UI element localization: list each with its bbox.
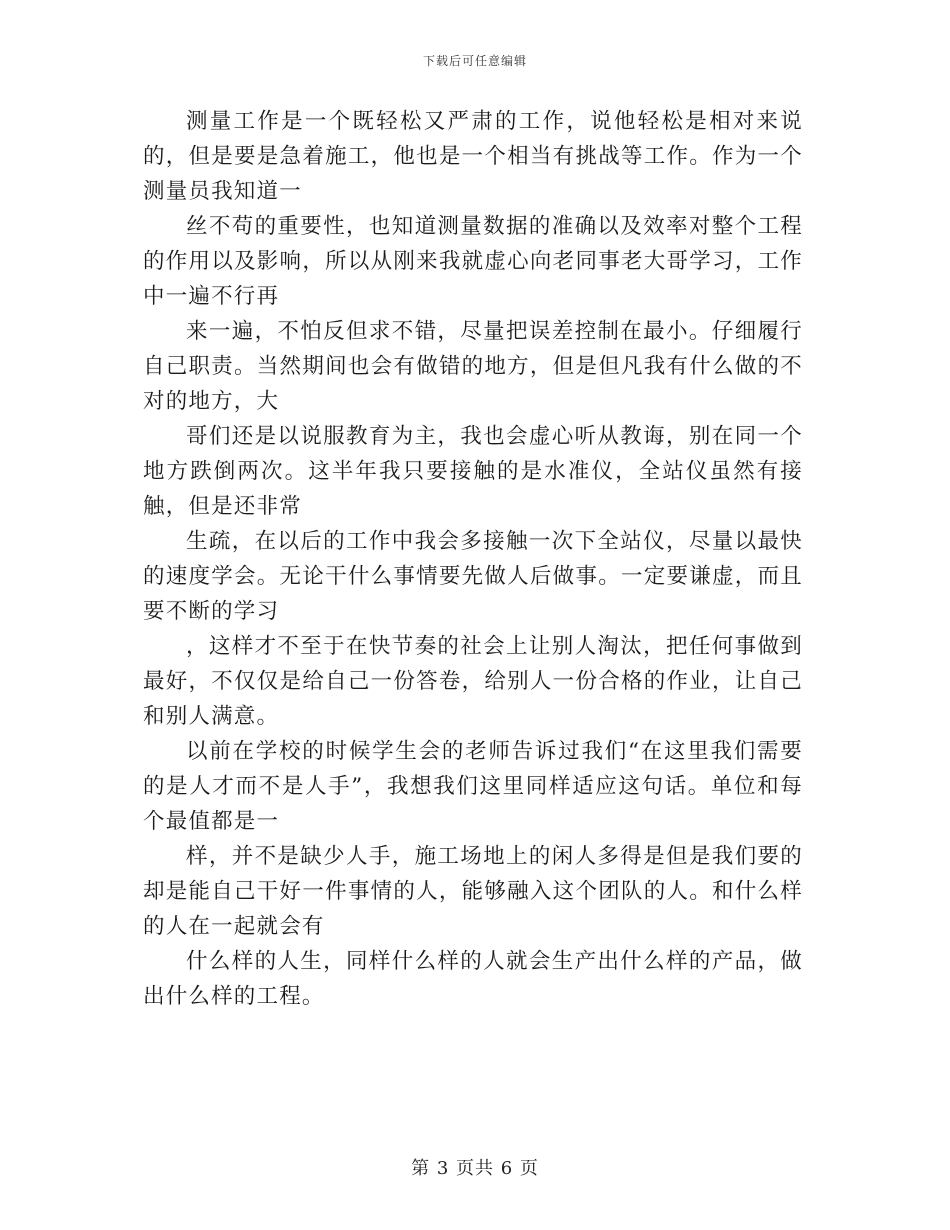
page-header: 下载后可任意编辑 (422, 54, 527, 68)
paragraph: 测量工作是一个既轻松又严肃的工作，说他轻松是相对来说的，但是要是急着施工，他也是一个相当有挑战等工作。作为一个测量员我知道一 (143, 109, 803, 204)
paragraph: 以前在学校的时候学生会的老师告诉过我们“在这里我们需要的是人才而不是人手”，我想我们这里同样适应这句话。单位和每个最值都是一 (143, 739, 803, 834)
paragraph: 样，并不是缺少人手，施工场地上的闲人多得是但是我们要的却是能自己干好一件事情的人，能够融入这个团队的人。和什么样的人在一起就会有 (143, 844, 803, 939)
paragraph: 哥们还是以说服教育为主，我也会虚心听从教诲，别在同一个地方跌倒两次。这半年我只要接触的是水准仪，全站仪虽然有接触，但是还非常 (143, 424, 803, 519)
document-body (143, 104, 803, 1014)
paragraph: 什么样的人生，同样什么样的人就会生产出什么样的产品，做出什么样的工程。 (143, 949, 803, 1009)
paragraph: ，这样才不至于在快节奏的社会上让别人淘汰，把任何事做到最好，不仅仅是给自己一份答卷，给别人一份合格的作业，让自己和别人满意。 (143, 634, 803, 729)
paragraph: 丝不苟的重要性，也知道测量数据的准确以及效率对整个工程的作用以及影响，所以从刚来我就虚心向老同事老大哥学习，工作中一遍不行再 (143, 214, 803, 309)
paragraph: 生疏，在以后的工作中我会多接触一次下全站仪，尽量以最快的速度学会。无论干什么事情要先做人后做事。一定要谦虚，而且要不断的学习 (143, 529, 803, 624)
paragraph: 来一遍，不怕反但求不错，尽量把误差控制在最小。仔细履行自己职责。当然期间也会有做错的地方，但是但凡我有什么做的不对的地方，大 (143, 319, 803, 414)
page-number: 第 3 页共 6 页 (411, 1158, 539, 1179)
